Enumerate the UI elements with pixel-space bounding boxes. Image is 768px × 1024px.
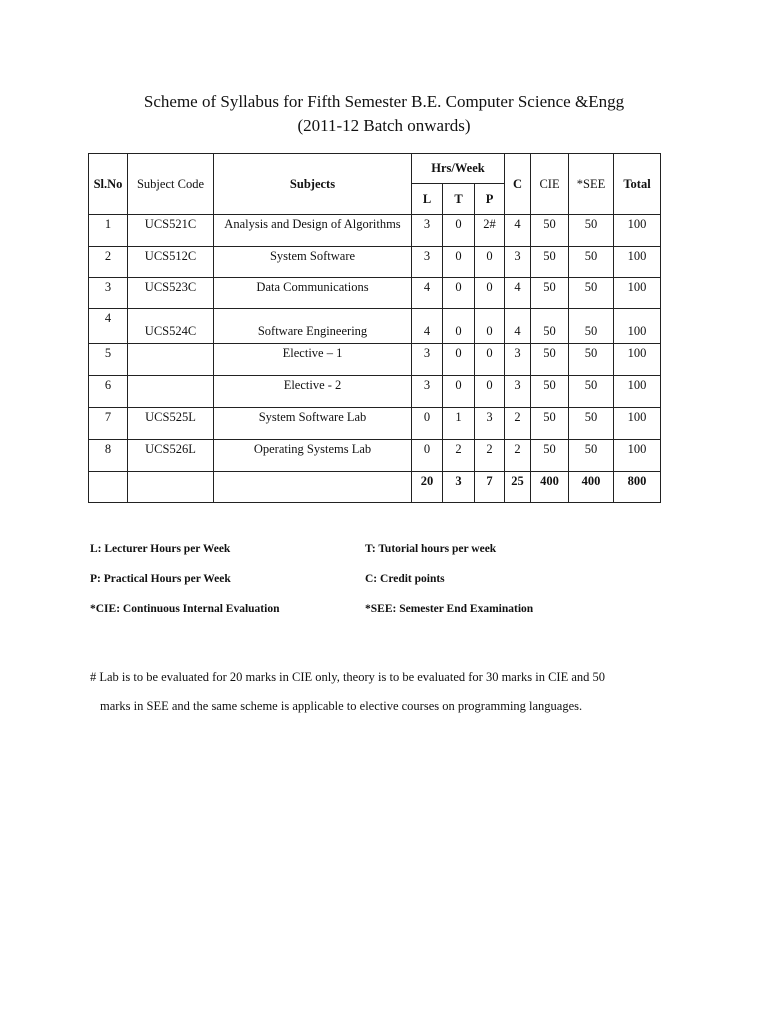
table-row bbox=[89, 440, 661, 472]
cell-see: 50 bbox=[569, 344, 614, 376]
cell-cie: 50 bbox=[531, 344, 569, 376]
header-t: T bbox=[443, 184, 475, 215]
cell-slno: 5 bbox=[89, 344, 128, 376]
legend-l: L: Lecturer Hours per Week bbox=[90, 543, 231, 555]
cell-code: UCS523C bbox=[128, 278, 214, 309]
cell-cie: 50 bbox=[531, 278, 569, 309]
cell-c: 4 bbox=[505, 278, 531, 309]
header-see: *SEE bbox=[569, 154, 614, 215]
cell-l: 3 bbox=[412, 215, 443, 247]
cell-cie: 50 bbox=[531, 215, 569, 247]
document-subtitle: (2011-12 Batch onwards) bbox=[297, 116, 471, 135]
table-row bbox=[89, 376, 661, 408]
cell-t: 0 bbox=[443, 309, 475, 344]
cell-l: 4 bbox=[412, 278, 443, 309]
legend-t: T: Tutorial hours per week bbox=[365, 543, 497, 555]
cell-p: 0 bbox=[475, 376, 505, 408]
cell-slno: 3 bbox=[89, 278, 128, 309]
cell-subject: Elective - 2 bbox=[214, 376, 412, 408]
header-subject-code: Subject Code bbox=[128, 154, 214, 215]
table-row bbox=[89, 215, 661, 247]
table-row bbox=[89, 278, 661, 309]
cell-code: UCS512C bbox=[128, 247, 214, 278]
header-cie: CIE bbox=[531, 154, 569, 215]
totals-cie: 400 bbox=[531, 472, 569, 503]
cell-p: 0 bbox=[475, 344, 505, 376]
header-l: L bbox=[412, 184, 443, 215]
totals-empty-subject bbox=[214, 472, 412, 503]
footnote-line-1: # Lab is to be evaluated for 20 marks in CIE only, theory is to be evaluated for 30 marks in CIE and 50 bbox=[90, 670, 606, 684]
table-totals-row bbox=[89, 472, 661, 503]
cell-subject: Software Engineering bbox=[214, 309, 412, 344]
cell-total: 100 bbox=[614, 215, 661, 247]
cell-c: 3 bbox=[505, 344, 531, 376]
cell-total: 100 bbox=[614, 278, 661, 309]
footnote-line-2: marks in SEE and the same scheme is applicable to elective courses on programming languages. bbox=[100, 699, 583, 713]
cell-slno: 1 bbox=[89, 215, 128, 247]
header-subjects: Subjects bbox=[214, 154, 412, 215]
header-total: Total bbox=[614, 154, 661, 215]
cell-p: 3 bbox=[475, 408, 505, 440]
document-title: Scheme of Syllabus for Fifth Semester B.E. Computer Science &Engg bbox=[143, 92, 625, 111]
totals-l: 20 bbox=[412, 472, 443, 503]
cell-cie: 50 bbox=[531, 408, 569, 440]
cell-total: 100 bbox=[614, 440, 661, 472]
cell-total: 100 bbox=[614, 344, 661, 376]
cell-t: 1 bbox=[443, 408, 475, 440]
cell-c: 2 bbox=[505, 408, 531, 440]
cell-t: 0 bbox=[443, 376, 475, 408]
cell-total: 100 bbox=[614, 309, 661, 344]
cell-cie: 50 bbox=[531, 247, 569, 278]
cell-cie: 50 bbox=[531, 309, 569, 344]
cell-p: 0 bbox=[475, 309, 505, 344]
legend-c: C: Credit points bbox=[365, 573, 445, 585]
cell-l: 3 bbox=[412, 344, 443, 376]
table-body bbox=[89, 215, 661, 472]
cell-c: 3 bbox=[505, 376, 531, 408]
cell-code: UCS525L bbox=[128, 408, 214, 440]
cell-slno: 8 bbox=[89, 440, 128, 472]
cell-code: UCS526L bbox=[128, 440, 214, 472]
cell-subject: System Software Lab bbox=[214, 408, 412, 440]
cell-see: 50 bbox=[569, 376, 614, 408]
cell-t: 0 bbox=[443, 215, 475, 247]
totals-c: 25 bbox=[505, 472, 531, 503]
cell-slno: 6 bbox=[89, 376, 128, 408]
cell-see: 50 bbox=[569, 408, 614, 440]
cell-code bbox=[128, 344, 214, 376]
totals-total: 800 bbox=[614, 472, 661, 503]
cell-slno: 2 bbox=[89, 247, 128, 278]
cell-total: 100 bbox=[614, 376, 661, 408]
cell-see: 50 bbox=[569, 215, 614, 247]
cell-code bbox=[128, 376, 214, 408]
cell-total: 100 bbox=[614, 247, 661, 278]
cell-c: 2 bbox=[505, 440, 531, 472]
totals-t: 3 bbox=[443, 472, 475, 503]
cell-subject: System Software bbox=[214, 247, 412, 278]
cell-total: 100 bbox=[614, 408, 661, 440]
cell-p: 2 bbox=[475, 440, 505, 472]
cell-c: 4 bbox=[505, 309, 531, 344]
cell-see: 50 bbox=[569, 247, 614, 278]
cell-code: UCS521C bbox=[128, 215, 214, 247]
cell-see: 50 bbox=[569, 440, 614, 472]
cell-p: 2# bbox=[475, 215, 505, 247]
totals-empty-slno bbox=[89, 472, 128, 503]
table-row bbox=[89, 344, 661, 376]
header-slno: Sl.No bbox=[89, 154, 128, 215]
legend-cie: *CIE: Continuous Internal Evaluation bbox=[90, 603, 280, 615]
totals-see: 400 bbox=[569, 472, 614, 503]
cell-t: 0 bbox=[443, 247, 475, 278]
cell-p: 0 bbox=[475, 278, 505, 309]
cell-slno: 7 bbox=[89, 408, 128, 440]
cell-l: 3 bbox=[412, 376, 443, 408]
header-p: P bbox=[475, 184, 505, 215]
cell-cie: 50 bbox=[531, 440, 569, 472]
totals-p: 7 bbox=[475, 472, 505, 503]
totals-empty-code bbox=[128, 472, 214, 503]
cell-see: 50 bbox=[569, 278, 614, 309]
table-header-row bbox=[89, 154, 661, 184]
cell-c: 4 bbox=[505, 215, 531, 247]
cell-slno: 4 bbox=[89, 309, 128, 344]
cell-l: 0 bbox=[412, 408, 443, 440]
table-row bbox=[89, 247, 661, 278]
cell-t: 2 bbox=[443, 440, 475, 472]
cell-subject: Elective – 1 bbox=[214, 344, 412, 376]
cell-l: 0 bbox=[412, 440, 443, 472]
cell-subject: Data Communications bbox=[214, 278, 412, 309]
cell-cie: 50 bbox=[531, 376, 569, 408]
cell-l: 3 bbox=[412, 247, 443, 278]
table-row bbox=[89, 309, 661, 344]
legend-see: *SEE: Semester End Examination bbox=[365, 603, 534, 615]
cell-t: 0 bbox=[443, 278, 475, 309]
cell-c: 3 bbox=[505, 247, 531, 278]
cell-see: 50 bbox=[569, 309, 614, 344]
cell-code: UCS524C bbox=[128, 309, 214, 344]
table-row bbox=[89, 408, 661, 440]
cell-subject: Analysis and Design of Algorithms bbox=[214, 215, 412, 247]
cell-l: 4 bbox=[412, 309, 443, 344]
syllabus-table bbox=[88, 153, 661, 503]
legend-p: P: Practical Hours per Week bbox=[90, 573, 231, 585]
header-c: C bbox=[505, 154, 531, 215]
cell-p: 0 bbox=[475, 247, 505, 278]
cell-subject: Operating Systems Lab bbox=[214, 440, 412, 472]
cell-t: 0 bbox=[443, 344, 475, 376]
header-hrs-week: Hrs/Week bbox=[412, 154, 505, 184]
